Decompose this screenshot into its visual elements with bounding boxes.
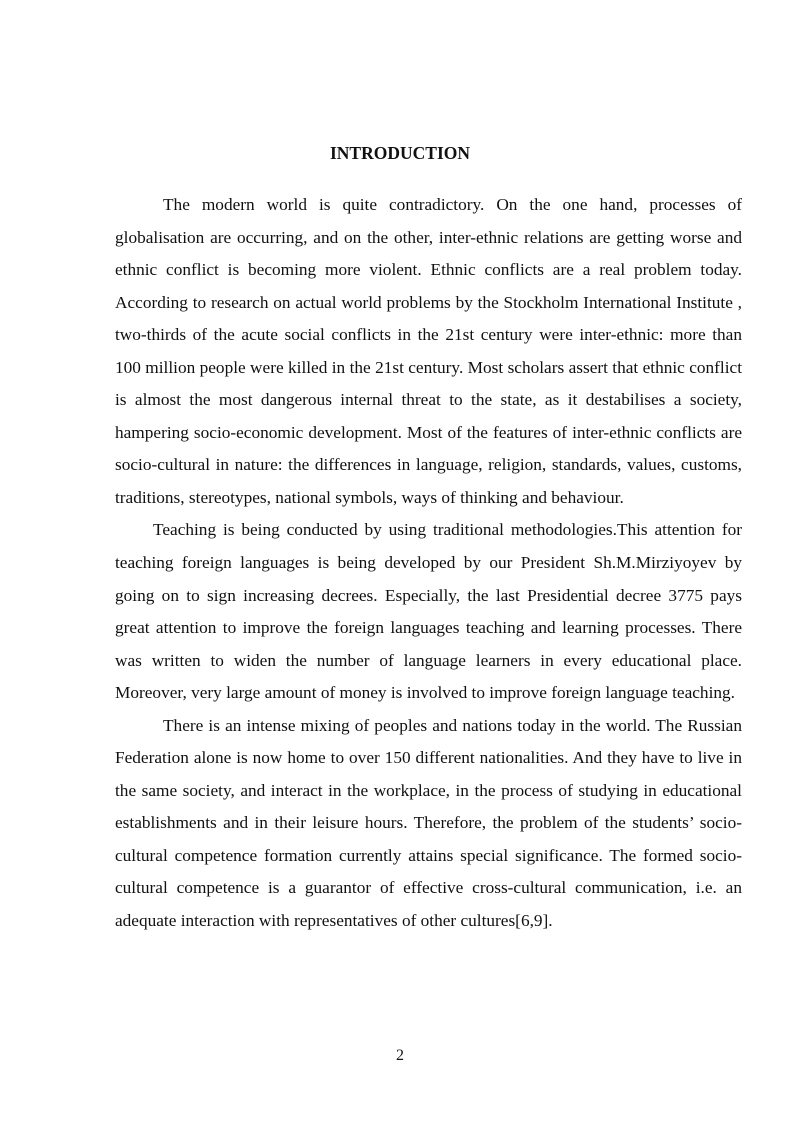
paragraph-1: The modern world is quite contradictory. On the one hand, processes of globalisation are occurring, and on the other, inter-ethnic relations are getting worse and ethnic conflict is becoming more violent. Ethnic conflicts are a real problem today. According to research on actual world problems by the Stockholm International Institute , two-thirds of the acute social conflicts in the 21st century were inter-ethnic: more than 100 million people were killed in the 21st century. Most scholars assert that ethnic conflict is almost the most dangerous internal threat to the state, as it destabilises a society, hampering socio-economic development. Most of the features of inter-ethnic conflicts are socio-cultural in nature: the differences in language, religion, standards, values, customs, traditions, stereotypes, national symbols, ways of thinking and behaviour. [115,195,742,507]
body-text [115,189,742,938]
paragraph-2: Teaching is being conducted by using traditional methodologies.This attention for teaching foreign languages is being developed by our President Sh.M.Mirziyoyev by going on to sign increasing decrees. Especially, the last Presidential decree 3775 pays great attention to improve the foreign languages teaching and learning processes. There was written to widen the number of language learners in every educational place. Moreover, very large amount of money is involved to improve foreign language teaching. [115,520,742,703]
paragraph-3: There is an intense mixing of peoples and nations today in the world. The Russian Federation alone is now home to over 150 different nationalities. And they have to live in the same society, and interact in the workplace, in the process of studying in educational establishments and in their leisure hours. Therefore, the problem of the students’ socio-cultural competence formation currently attains special significance. The formed socio-cultural competence is a guarantor of effective cross-cultural communication, i.e. an adequate interaction with representatives of other cultures[6,9]. [115,715,742,931]
section-heading: INTRODUCTION [329,143,471,163]
page-number: 2 [396,1047,404,1064]
